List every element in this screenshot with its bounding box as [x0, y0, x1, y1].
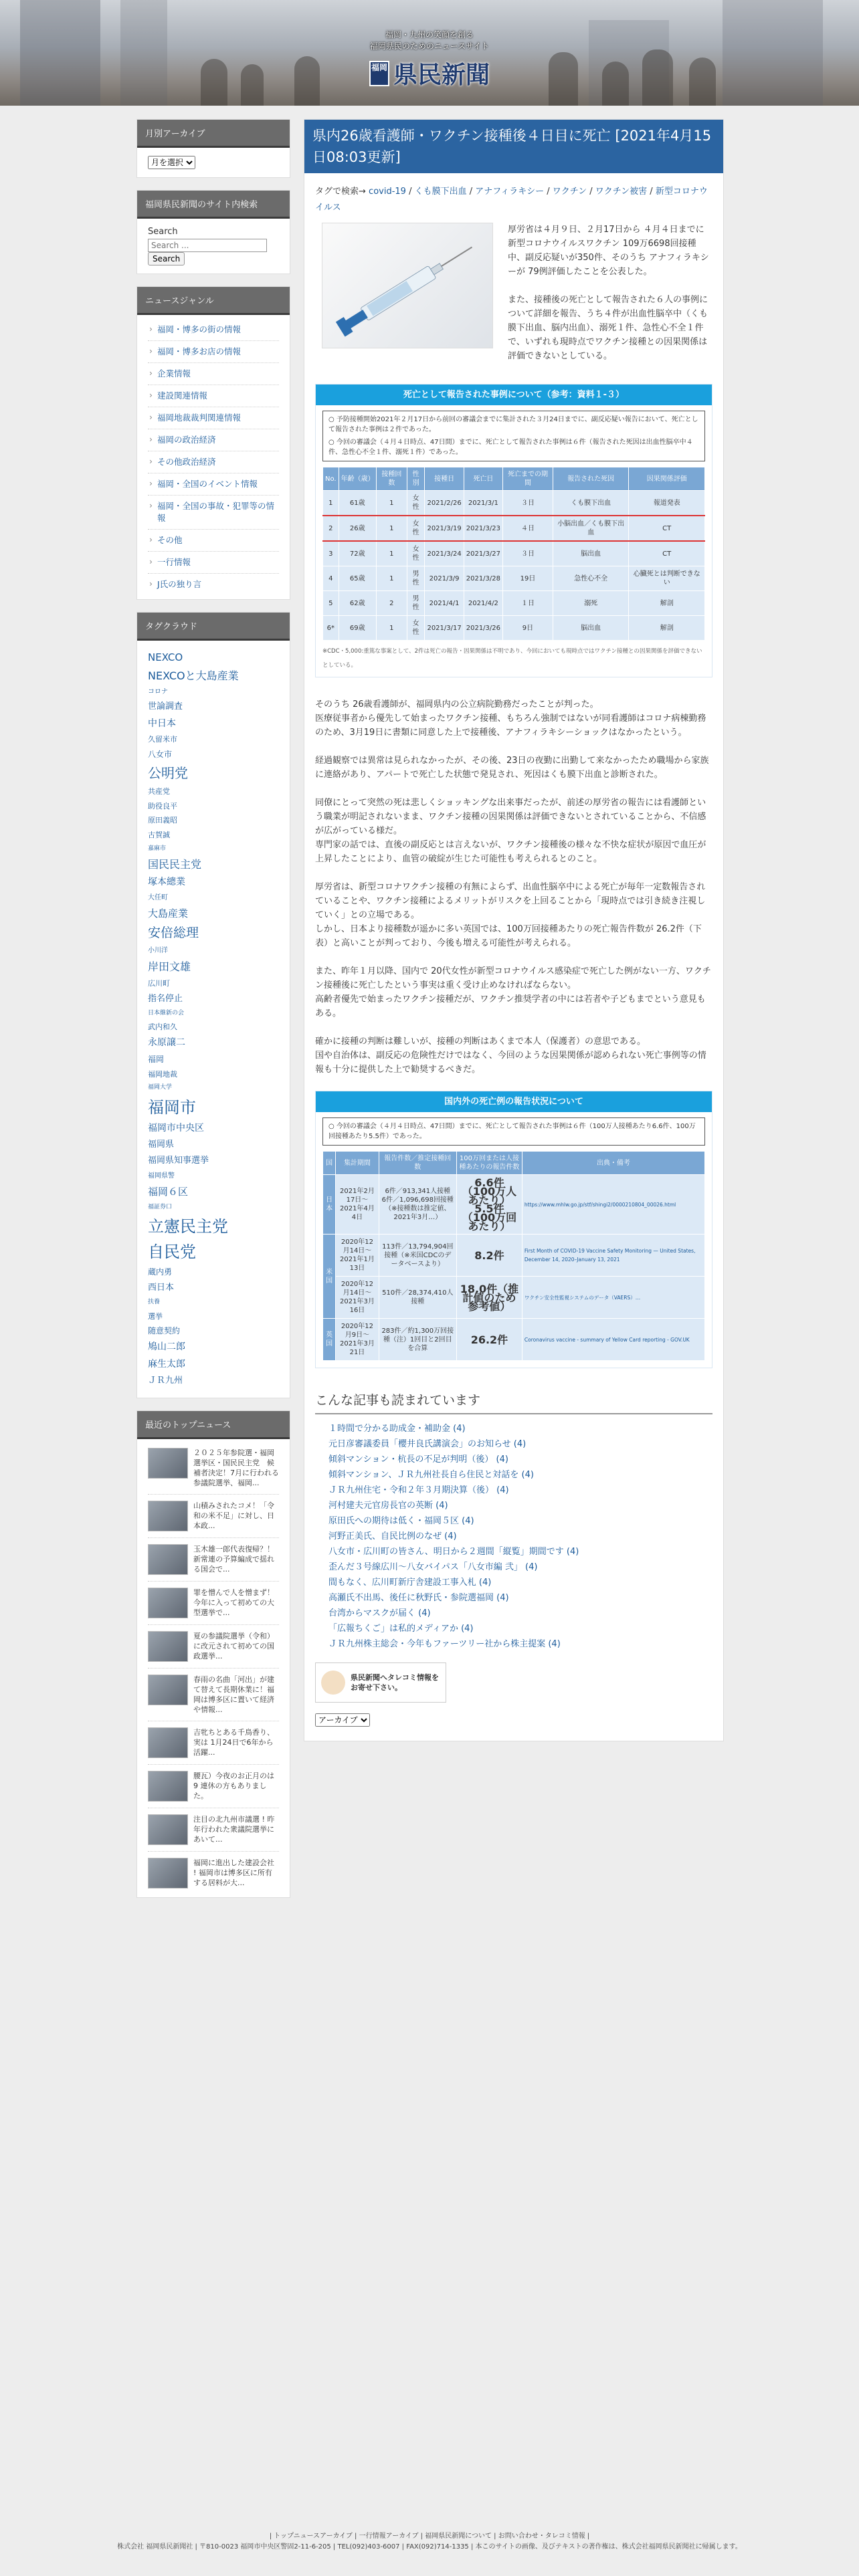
table-cell: 2021/3/17 — [425, 616, 464, 641]
table1-note: ※CDC・5,000:重篤な事案として、2件は死亡の報告・因果関係は不明であり、今回においても現時点ではワクチン接種との因果関係を評価できないとしている。 — [322, 648, 702, 669]
table-cell: ３日 — [503, 491, 553, 516]
table-cell: 6.6件（100万人あたり） 5.5件（100万回あたり） — [456, 1175, 522, 1235]
topnews-item[interactable] — [148, 1765, 279, 1808]
table-cell: 18.0件（推計値のため参考値） — [456, 1277, 522, 1319]
topnews-text[interactable]: 玉木雄一郎代表復帰？！新常連の予算編成で揺れる国会で... — [193, 1544, 274, 1574]
genre-link[interactable]: J氏の独り言 — [157, 579, 202, 589]
tag-link[interactable]: 小川洋 — [148, 946, 168, 954]
tag-link[interactable]: 嘉麻市 — [148, 845, 167, 852]
header-tagline-2: 福岡県民のためのニュースサイト — [369, 41, 490, 51]
syringe-image — [322, 223, 493, 348]
related-item[interactable] — [315, 1621, 712, 1636]
table-cell: 2020年12月9日～2021年3月21日 — [336, 1319, 379, 1361]
table-cell: 1 — [376, 541, 407, 566]
topnews-item[interactable] — [148, 1442, 279, 1495]
header-tagline-1: 福岡・九州の笑顔を創る — [385, 30, 474, 39]
table-cell: 1 — [376, 566, 407, 591]
main-article — [304, 119, 724, 1741]
topnews-item[interactable] — [148, 1538, 279, 1582]
table-cell: 心臓死とは判断できない — [629, 566, 705, 591]
tag-link[interactable]: 福岡地裁 — [148, 1069, 177, 1079]
article-tag-link[interactable]: covid-19 — [369, 187, 406, 197]
table-row — [323, 1277, 705, 1319]
related-item[interactable] — [315, 1575, 712, 1590]
related-item[interactable] — [315, 1452, 712, 1467]
table-row — [323, 516, 705, 541]
topnews-text[interactable]: 罪を憎んで人を憎まず！今年に入って初めての大型選挙で... — [193, 1588, 274, 1617]
tag-link[interactable]: 公明党 — [148, 764, 188, 781]
table2-box: ○ 今回の審議会（４月４日時点、47日間）までに、死亡として報告された事例は６件（100万人接種あたり6.6件、100万回接種あたり5.5件）であった。 — [322, 1117, 705, 1146]
topnews-item[interactable] — [148, 1721, 279, 1765]
table1-col-header: 接種回数 — [376, 467, 407, 491]
table-cell: 69歳 — [339, 616, 376, 641]
related-link[interactable]: 歪んだ３号線広川～八女バイパス「八女市編 弐」 (4) — [328, 1562, 538, 1572]
table-cell: 女性 — [407, 616, 425, 641]
search-widget-title: 福岡県民新聞のサイト内検索 — [137, 191, 290, 219]
related-link[interactable]: 八女市・広川町の皆さん、明日から２週間「縦覧」期間です (4) — [328, 1547, 579, 1557]
genre-item[interactable] — [148, 496, 279, 530]
table1-col-header: 報告された死因 — [553, 467, 628, 491]
genre-item[interactable] — [148, 319, 279, 341]
tag-link[interactable]: 岸田文雄 — [148, 960, 191, 973]
related-title: こんな記事も読まれています — [315, 1388, 712, 1414]
topnews-item[interactable] — [148, 1808, 279, 1852]
table1-col-header: 死亡までの期間 — [503, 467, 553, 491]
search-widget — [136, 190, 290, 274]
topnews-thumbnail[interactable] — [148, 1501, 188, 1531]
related-item[interactable] — [315, 1513, 712, 1529]
tag-link[interactable]: 福岡県知事選挙 — [148, 1156, 209, 1166]
tag-link[interactable]: 中日本 — [148, 718, 176, 729]
table-cell: 72歳 — [339, 541, 376, 566]
article-tag-link[interactable]: ワクチン — [552, 187, 587, 197]
paragraph-2: 経過観察では異常は見られなかったが、その後、23日の夜勤に出勤して来なかったため職場から家族に連絡があり、アパートで死亡した状態で発見され、死因はくも膜下出血と診断された。 — [315, 756, 709, 780]
tip-banner[interactable] — [315, 1662, 446, 1703]
table-cell: 5 — [323, 591, 339, 616]
table-cell: 2021/3/26 — [464, 616, 502, 641]
related-articles — [315, 1388, 712, 1652]
tag-link[interactable]: ＪＲ九州 — [148, 1376, 183, 1386]
tag-link[interactable]: 麻生太郎 — [148, 1358, 185, 1370]
topnews-text[interactable]: ２０２５年参院選・福岡選挙区・国民民主党 候補者決定！7月に行われる参議院選挙、福岡... — [193, 1448, 279, 1487]
table-cell: 510件／28,374,410人接種 — [379, 1277, 456, 1319]
genre-widget — [136, 286, 290, 600]
genre-item[interactable] — [148, 341, 279, 363]
table-cell: 62歳 — [339, 591, 376, 616]
tag-link[interactable]: 安倍総理 — [148, 925, 199, 940]
tag-link[interactable]: 共産党 — [148, 786, 170, 796]
tag-link[interactable]: 選挙 — [148, 1311, 163, 1321]
tag-link[interactable]: 大島産業 — [148, 907, 189, 920]
genre-item[interactable] — [148, 552, 279, 574]
tag-prefix: タグで検索→ — [315, 187, 366, 197]
tag-link[interactable]: 古賀誠 — [148, 831, 170, 839]
table-cell: 6* — [323, 616, 339, 641]
table-row — [323, 491, 705, 516]
site-name: 県民新聞 — [393, 61, 490, 89]
table-cell: 2 — [323, 516, 339, 541]
related-link[interactable]: 河村建夫元官房長官の英断 (4) — [328, 1501, 448, 1511]
related-link[interactable]: 「広報ちくご」は私的メディアか (4) — [328, 1624, 474, 1634]
tag-link[interactable]: 福証券口 — [148, 1203, 173, 1210]
table2-col-header: 国 — [323, 1152, 336, 1175]
tag-link[interactable]: 蔵内勇 — [148, 1267, 173, 1277]
article-tag-link[interactable]: 新型コロナウイルス — [315, 187, 708, 213]
topnews-item[interactable] — [148, 1582, 279, 1625]
topnews-widget — [136, 1410, 290, 1898]
paragraph-5: また、昨年１月以降、国内で 20代女性が新型コロナウイルス感染症で死亡した例がない一方、ワクチン接種後に死亡したという事実は重く受け止めなければならない。 高齢者優先で始まったワクチン接種だが、ワクチン推奨学者の中には若者や子どもまでという意見もある。 — [315, 966, 711, 1018]
related-link[interactable]: 原田氏への期待は低く・福岡５区 (4) — [328, 1516, 474, 1526]
topnews-thumbnail[interactable] — [148, 1588, 188, 1618]
tagcloud-widget — [136, 612, 290, 1398]
tag-link[interactable]: 福岡大学 — [148, 1084, 173, 1091]
topnews-thumbnail[interactable] — [148, 1448, 188, 1479]
related-item[interactable] — [315, 1544, 712, 1560]
death-report-table — [315, 384, 712, 677]
related-link[interactable]: 高瀬氏不出馬、後任に秋野氏・参院選福岡 (4) — [328, 1593, 509, 1603]
table-cell: 英国 — [323, 1319, 336, 1361]
table-cell: 19日 — [503, 566, 553, 591]
tip-banner-text: 県民新聞へタレコミ情報をお寄せ下さい。 — [351, 1673, 439, 1692]
table-cell: 2021年2月17日～2021年4月4日 — [336, 1175, 379, 1235]
table-cell: 溺死 — [553, 591, 628, 616]
table-cell: くも膜下出血 — [553, 491, 628, 516]
table-cell: 283件／約1,300万回接種（注）1回目と2回目を合算 — [379, 1319, 456, 1361]
genre-item[interactable] — [148, 385, 279, 407]
table2-header: 国内外の死亡例の報告状況について — [316, 1091, 712, 1112]
tag-link[interactable]: 鳩山二郎 — [148, 1341, 185, 1353]
site-header — [0, 0, 859, 106]
tag-link[interactable]: 随意契約 — [148, 1326, 181, 1336]
table-cell: 女性 — [407, 491, 425, 516]
related-item[interactable] — [315, 1636, 712, 1652]
genre-link[interactable]: その他 — [157, 535, 183, 545]
genre-link[interactable]: 一行情報 — [157, 557, 191, 567]
related-item[interactable] — [315, 1498, 712, 1513]
table-cell: 女性 — [407, 541, 425, 566]
table2 — [322, 1151, 705, 1361]
tip-icon — [321, 1671, 345, 1695]
table-cell: 2021/3/1 — [464, 491, 502, 516]
table2-col-header: 集計期間 — [336, 1152, 379, 1175]
related-link[interactable]: ＪＲ九州住宅・令和２年３月期決算（後） (4) — [328, 1485, 509, 1495]
table-cell: ４日 — [503, 516, 553, 541]
table-cell: 1 — [376, 616, 407, 641]
search-input[interactable] — [148, 239, 267, 252]
table-cell: 2021/3/23 — [464, 516, 502, 541]
paragraph-4: 厚労省は、新型コロナワクチン接種の有無によらず、出血性脳卒中による死亡が毎年一定数報告されていることや、ワクチン接種によるメリットがリスクを上回ることから「現時点では引き続き注視していく」との立場である。 しかし、日本より接種数が遥かに多い英国では、100万回接種あたりの死亡報告件数が 26.2件（下表）と高いことが判っており、今後も増える可能性が考えられる。 — [315, 882, 706, 948]
tag-link[interactable]: 福岡６区 — [148, 1186, 189, 1198]
tag-link[interactable]: 助役良平 — [148, 801, 177, 811]
footer-links[interactable]: | トップニュースアーカイブ | 一行情報アーカイブ | 福岡県民新聞について | お問い合わせ・タレコミ情報 | — [269, 2533, 590, 2540]
table-row — [323, 616, 705, 641]
topnews-item[interactable] — [148, 1852, 279, 1895]
topnews-text[interactable]: 山積みされたコメ！「令和の米不足」に対し、日本政... — [193, 1501, 274, 1530]
table-cell: 2020年12月14日～2021年3月16日 — [336, 1277, 379, 1319]
related-link[interactable]: 元日彦審議委員「櫻井良氏講演会」のお知らせ (4) — [328, 1439, 527, 1449]
table-cell: 2021/3/19 — [425, 516, 464, 541]
tag-link[interactable]: 福岡県 — [148, 1140, 175, 1150]
archive-widget-title: 月別アーカイブ — [137, 120, 290, 148]
table-cell[interactable]: https://www.mhlw.go.jp/stf/shingi2/0000210804_00026.html — [522, 1175, 704, 1235]
tag-link[interactable]: NEXCO — [148, 651, 183, 663]
table-cell: 男性 — [407, 566, 425, 591]
related-link[interactable]: 傾斜マンション、ＪＲ九州社長自ら住民と対話を (4) — [328, 1470, 534, 1480]
table-cell: 急性心不全 — [553, 566, 628, 591]
tag-link[interactable]: 広川町 — [148, 979, 170, 988]
table-cell: 2021/3/9 — [425, 566, 464, 591]
tag-link[interactable]: 福岡県警 — [148, 1172, 175, 1180]
table-row — [323, 1235, 705, 1277]
archive-dropdown[interactable] — [315, 1713, 370, 1727]
logo-seal: 福岡 — [369, 61, 389, 86]
table-cell: 2021/2/26 — [425, 491, 464, 516]
tag-link[interactable]: 指名停止 — [148, 993, 183, 1004]
topnews-thumbnail[interactable] — [148, 1675, 188, 1705]
tag-link[interactable]: 自民党 — [148, 1243, 196, 1261]
paragraph-6: 確かに接種の判断は難しいが、接種の判断はあくまで本人（保護者）の意思である。 国や自治体は、副反応の危険性だけではなく、今回のような因果関係が認められない死亡事例等の情報も十分に提供した上で勧奨するべきだ。 — [315, 1037, 706, 1075]
table-cell[interactable]: Coronavirus vaccine - summary of Yellow Card reporting - GOV.UK — [522, 1319, 704, 1361]
genre-item[interactable] — [148, 363, 279, 385]
article-tag-link[interactable]: ワクチン被害 — [595, 187, 648, 197]
table-cell: 報道発表 — [629, 491, 705, 516]
table-cell: 3 — [323, 541, 339, 566]
topnews-widget-title: 最近のトップニュース — [137, 1411, 290, 1439]
paragraph-3: 同僚にとって突然の死は悲しくショッキングな出来事だったが、前述の厚労省の報告には看護師という職業が明記されないまま、ワクチン接種の因果関係は評価できないとされていることから、不信感が広がっている様だ。 専門家の話では、直後の副反応とは言えないが、ワクチン接種後の様々な不快な症状が原因で血圧が上昇したことにより、血管の破綻が生じた可能性も考えられるとのこと。 — [315, 798, 706, 864]
tag-link[interactable]: 国民民主党 — [148, 858, 202, 871]
topnews-item[interactable] — [148, 1495, 279, 1538]
genre-link[interactable]: 企業情報 — [157, 368, 191, 379]
tag-link[interactable]: 西日本 — [148, 1283, 175, 1293]
topnews-text[interactable]: 春雨の名曲「河出」が建て替えて長期休業に！福岡は博多区に置いて経済や情報... — [193, 1675, 274, 1714]
table-cell: 61歳 — [339, 491, 376, 516]
paragraph-1: そのうち 26歳看護師が、福岡県内の公立病院勤務だったことが判った。 医療従事者から優先して始まったワクチン接種、もちろん強制ではないが同看護師はコロナ病棟勤務のため、3月19日に書類に同意した上で接種後、アナフィラキシーショックはなかったという。 — [315, 700, 706, 738]
tag-link[interactable]: 福岡市 — [148, 1097, 196, 1117]
table-cell: 2 — [376, 591, 407, 616]
topnews-thumbnail[interactable] — [148, 1727, 188, 1758]
tag-link[interactable]: NEXCOと大島産業 — [148, 669, 239, 682]
table-cell: 1 — [376, 491, 407, 516]
genre-item[interactable] — [148, 574, 279, 595]
related-item[interactable] — [315, 1529, 712, 1544]
related-item[interactable] — [315, 1606, 712, 1621]
table-cell: 26歳 — [339, 516, 376, 541]
table-cell: 女性 — [407, 516, 425, 541]
table-row — [323, 1319, 705, 1361]
table-cell: 6件／913,341人接種 6件／1,096,698回接種（※接種数は推定値、2021年3月…） — [379, 1175, 456, 1235]
tag-link[interactable]: 八女市 — [148, 749, 173, 759]
table-cell: 米国 — [323, 1235, 336, 1319]
related-link[interactable]: 間もなく、広川町新庁舎建設工事入札 (4) — [328, 1578, 492, 1588]
intl-report-table — [315, 1091, 712, 1368]
genre-link[interactable]: 福岡・博多の街の情報 — [157, 324, 242, 334]
table-cell: 解剖 — [629, 591, 705, 616]
topnews-item[interactable] — [148, 1625, 279, 1669]
genre-link[interactable]: 福岡地裁裁判関連情報 — [157, 413, 242, 423]
footer-company: 株式会社 福岡県民新聞社 | 〒810-0023 福岡市中央区警固2-11-6-205 | TEL(092)403-6007 | FAX(092)714-1335 | 本このサイトの画像、及びテキストの著作権は、株式会社福岡県民新聞社に帰属します。 — [117, 2543, 742, 2551]
topnews-text[interactable]: 福岡に進出した建設会社 ! 福岡市は博多区に所有する居料が大... — [193, 1858, 274, 1887]
topnews-text[interactable]: 注目の北九州市議選 ! 昨年行われた衆議院選挙にあいて... — [193, 1814, 275, 1844]
genre-item[interactable] — [148, 473, 279, 496]
related-item[interactable] — [315, 1467, 712, 1483]
table-cell: 65歳 — [339, 566, 376, 591]
tag-link[interactable]: 大任町 — [148, 893, 168, 901]
genre-link[interactable]: その他政治経済 — [157, 457, 216, 467]
genre-link[interactable]: 福岡・全国の事故・犯罪等の情報 — [157, 501, 275, 523]
table-cell[interactable]: First Month of COVID-19 Vaccine Safety Monitoring — United States, December 14, 2020–January 13, 2021 — [522, 1235, 704, 1277]
topnews-text[interactable]: 夏の参議院選挙（令和）に改元されて初めての国政選挙... — [193, 1631, 274, 1660]
table-cell: 解剖 — [629, 616, 705, 641]
tag-link[interactable]: 日本維新の会 — [148, 1010, 185, 1016]
table1-col-header: 年齢（歳） — [339, 467, 376, 491]
related-link[interactable]: ＪＲ九州株主総会・今年もファーツリー社から株主提案 (4) — [328, 1639, 561, 1649]
table-cell: 2021/4/2 — [464, 591, 502, 616]
table-cell: CT — [629, 516, 705, 541]
table-cell: 1 — [323, 491, 339, 516]
table-cell: 4 — [323, 566, 339, 591]
genre-link[interactable]: 福岡・博多お店の情報 — [157, 346, 242, 356]
table-cell: 1 — [376, 516, 407, 541]
site-footer — [0, 2525, 859, 2576]
related-link[interactable]: 台湾からマスクが届く (4) — [328, 1608, 431, 1618]
topnews-thumbnail[interactable] — [148, 1544, 188, 1575]
table-cell: 脳出血 — [553, 541, 628, 566]
topnews-thumbnail[interactable] — [148, 1858, 188, 1889]
table1-col-header: 性別 — [407, 467, 425, 491]
table-cell: １日 — [503, 591, 553, 616]
table-cell: ３日 — [503, 541, 553, 566]
table-cell: 脳出血 — [553, 616, 628, 641]
site-logo[interactable] — [335, 29, 524, 96]
table2-col-header: 出典・備考 — [522, 1152, 704, 1175]
table-cell: 113件／13,794,904回接種（※米国CDCのデータベースより） — [379, 1235, 456, 1277]
table1-col-header: 死亡日 — [464, 467, 502, 491]
tag-link[interactable]: 福岡 — [148, 1054, 165, 1064]
related-link[interactable]: 河野正美氏、自民比例のなぜ (4) — [328, 1531, 457, 1541]
table-cell: 2021/3/28 — [464, 566, 502, 591]
table2-col-header: 報告件数／推定接種回数 — [379, 1152, 456, 1175]
table-cell: 男性 — [407, 591, 425, 616]
related-item[interactable] — [315, 1590, 712, 1606]
tag-link[interactable]: 世論調査 — [148, 702, 183, 712]
search-button[interactable]: Search — [148, 252, 185, 265]
genre-link[interactable]: 福岡の政治経済 — [157, 435, 216, 445]
related-link[interactable]: 傾斜マンション・杭長の不足が判明（後） (4) — [328, 1455, 508, 1465]
archive-widget — [136, 119, 290, 178]
topnews-thumbnail[interactable] — [148, 1814, 188, 1845]
related-item[interactable] — [315, 1421, 712, 1436]
table-cell: CT — [629, 541, 705, 566]
table-cell: 2021/3/24 — [425, 541, 464, 566]
genre-widget-title: ニュースジャンル — [137, 287, 290, 315]
genre-item[interactable] — [148, 530, 279, 552]
genre-link[interactable]: 建設関連情報 — [157, 391, 208, 401]
sidebar — [136, 119, 290, 1910]
table1-col-header: 接種日 — [425, 467, 464, 491]
intro-paragraph-2: また、接種後の死亡として報告された６人の事例について詳細を報告、うち４件が出血性脳卒中（くも膜下出血、脳内出血）、溺死１件、急性心不全１件で、いずれも現時点でワクチン接種との因果関係は評価できないとしている。 — [508, 295, 708, 361]
table-row — [323, 566, 705, 591]
article-tag-link[interactable]: アナフィラキシー — [475, 187, 545, 197]
genre-item[interactable] — [148, 429, 279, 451]
table1-col-header: 因果関係評価 — [629, 467, 705, 491]
table-cell: 8.2件 — [456, 1235, 522, 1277]
table-cell[interactable]: ワクチン安全性監視システムのデータ（VAERS）… — [522, 1277, 704, 1319]
archive-select[interactable] — [148, 156, 195, 169]
topnews-thumbnail[interactable] — [148, 1771, 188, 1802]
article-title: 県内26歳看護師・ワクチン接種後４日目に死亡 [2021年4月15日08:03更新] — [304, 120, 723, 173]
tag-link[interactable]: コロナ — [148, 687, 168, 695]
related-item[interactable] — [315, 1483, 712, 1498]
intro-paragraph-1: 厚労省は４月９日、２月17日から ４月４日までに新型コロナウイルスワクチン 109万6698回接種中、副反応疑いが350件、そのうち アナフィラキシーが 79例評価したことを公表した。 — [508, 225, 709, 277]
article-tag-link[interactable]: くも膜下出血 — [414, 187, 467, 197]
topnews-text[interactable]: 腰瓦）今夜のお正月のは 9 連休の方もありました。 — [193, 1771, 274, 1800]
table-row — [323, 1175, 705, 1235]
table-row — [323, 541, 705, 566]
table1 — [322, 467, 705, 641]
table-cell: 26.2件 — [456, 1319, 522, 1361]
table-cell: 2021/4/1 — [425, 591, 464, 616]
search-label: Search — [148, 227, 178, 237]
tag-list: タグで検索→ covid-19 / くも膜下出血 / アナフィラキシー / ワクチン / ワクチン被害 / 新型コロナウイルス — [315, 187, 708, 213]
topnews-item[interactable] — [148, 1669, 279, 1721]
tag-link[interactable]: 福岡市中央区 — [148, 1122, 204, 1134]
genre-link[interactable]: 福岡・全国のイベント情報 — [157, 479, 258, 489]
table2-col-header: 100万回または人接種あたりの報告件数 — [456, 1152, 522, 1175]
related-link[interactable]: １時間で分かる助成金・補助金 (4) — [328, 1424, 466, 1434]
related-item[interactable] — [315, 1560, 712, 1575]
genre-item[interactable] — [148, 451, 279, 473]
table1-col-header: No. — [323, 467, 339, 491]
table1-box: ○ 予防接種開始2021年２月17日から前回の審議会までに集計された３月24日までに、副反応疑い報告において、死亡として報告された事例は２件であった。 ○ 今回の審議会（４月４日時点、47日間）までに、死亡として報告された事例は６件（報告された死因は出血性脳卒中４件、急性心不全１件、溺死１件）であった。 — [322, 411, 705, 461]
table-cell: 2021/3/27 — [464, 541, 502, 566]
table-cell: 2020年12月14日～2021年1月13日 — [336, 1235, 379, 1277]
topnews-text[interactable]: 吉牝ちとある千鳥香り、実は 1月24日で6年から 活躍... — [193, 1727, 274, 1757]
tag-link[interactable]: 塚本總業 — [148, 877, 185, 887]
table1-header: 死亡として報告された事例について（参考：資料１-３） — [316, 385, 712, 405]
tag-link[interactable]: 原田義昭 — [148, 816, 177, 825]
tag-link[interactable]: 扶養 — [148, 1299, 161, 1306]
tagcloud-widget-title: タグクラウド — [137, 613, 290, 641]
table-cell: 9日 — [503, 616, 553, 641]
table-cell: 日本 — [323, 1175, 336, 1235]
table-row — [323, 591, 705, 616]
topnews-thumbnail[interactable] — [148, 1631, 188, 1662]
related-item[interactable] — [315, 1436, 712, 1452]
genre-item[interactable] — [148, 407, 279, 429]
tag-link[interactable]: 久留米市 — [148, 735, 177, 744]
tag-link[interactable]: 武内和久 — [148, 1023, 177, 1032]
tag-link[interactable]: 永原譲二 — [148, 1037, 185, 1048]
tag-link[interactable]: 立憲民主党 — [148, 1217, 228, 1236]
table-cell: 小脳出血／くも膜下出血 — [553, 516, 628, 541]
